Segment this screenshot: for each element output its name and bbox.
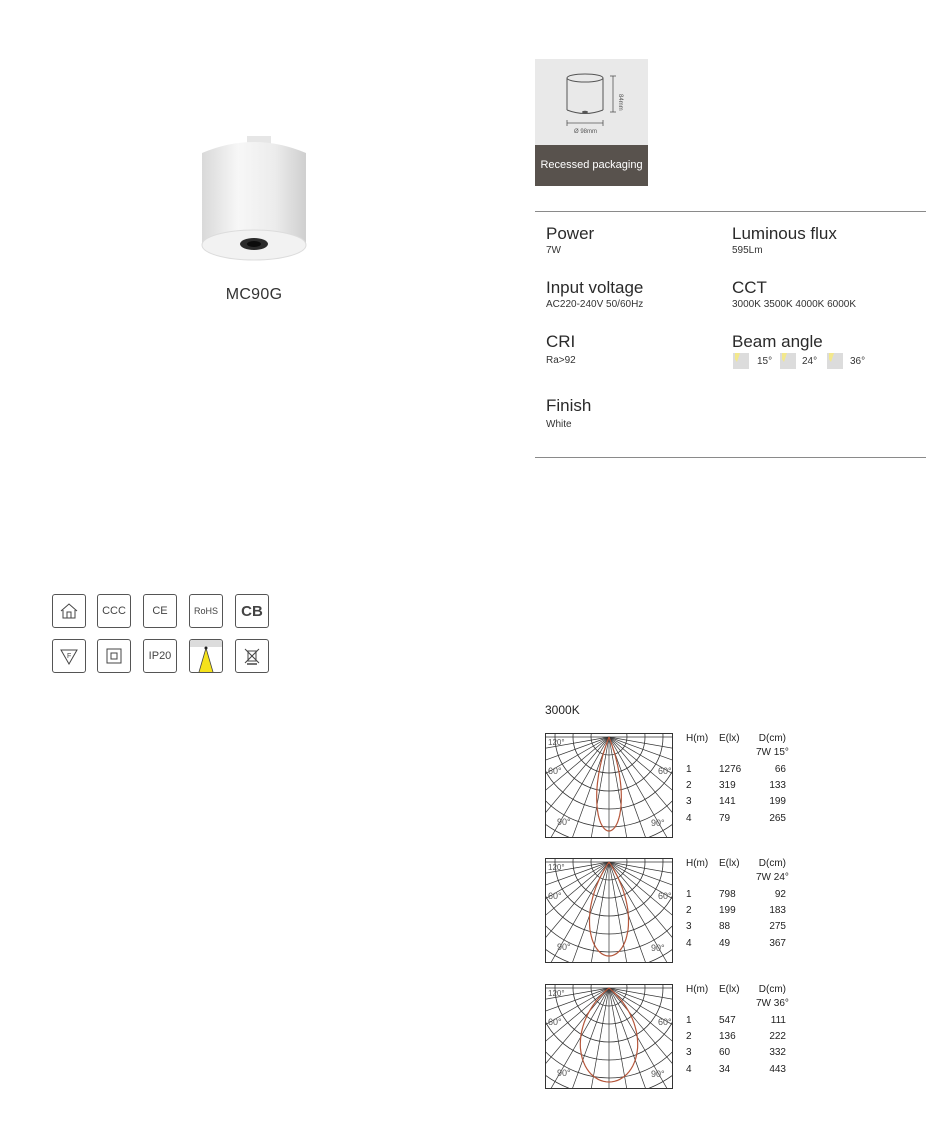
packaging-label: Recessed packaging xyxy=(535,145,648,186)
cell-e: 141 xyxy=(719,796,736,807)
col-d: D(cm) xyxy=(758,858,786,869)
product-name: MC90G xyxy=(225,286,283,303)
table-row xyxy=(686,1031,796,1045)
polar-label-120: 120° xyxy=(548,738,565,747)
cell-e: 319 xyxy=(719,780,736,791)
finish-label: Finish xyxy=(546,396,592,415)
polar-label-60-left: 60° xyxy=(548,766,562,776)
table-row xyxy=(686,905,796,919)
input-voltage-label: Input voltage xyxy=(546,278,644,297)
cell-d: 199 xyxy=(769,796,786,807)
table-row xyxy=(686,921,796,935)
cell-d: 183 xyxy=(769,905,786,916)
beam-angle-label: Beam angle xyxy=(732,332,823,351)
polar-label-60-right: 60° xyxy=(658,766,672,776)
table-sublabel: 7W 36° xyxy=(756,998,789,1009)
cell-e: 547 xyxy=(719,1015,736,1026)
polar-spoke xyxy=(609,862,673,890)
polar-label-60-right: 60° xyxy=(658,1017,672,1027)
polar-label-120: 120° xyxy=(548,989,565,998)
cell-e: 136 xyxy=(719,1031,736,1042)
cct-value: 3000K 3500K 4000K 6000K xyxy=(732,299,856,310)
cri-label: CRI xyxy=(546,332,576,351)
double-insulation-icon xyxy=(97,639,131,673)
cell-h: 1 xyxy=(686,764,692,775)
luminous-flux-label: Luminous flux xyxy=(732,224,837,243)
polar-label-90-right: 90° xyxy=(651,1069,665,1079)
cell-h: 2 xyxy=(686,1031,692,1042)
col-d: D(cm) xyxy=(758,984,786,995)
photometry-table-36 xyxy=(686,984,796,1079)
polar-label-120: 120° xyxy=(548,863,565,872)
col-e: E(lx) xyxy=(719,858,740,869)
cell-d: 92 xyxy=(774,889,786,900)
photometry-table-15 xyxy=(686,733,796,828)
beam-angle-options xyxy=(733,353,893,371)
packaging-height: 84mm xyxy=(617,94,623,111)
cri-value: Ra>92 xyxy=(546,355,576,366)
table-row xyxy=(686,1015,796,1029)
f-mark-icon xyxy=(52,639,86,673)
polar-spoke xyxy=(581,737,609,838)
polar-spoke xyxy=(609,737,673,765)
certifications xyxy=(52,594,272,676)
polar-spoke xyxy=(609,737,637,838)
luminous-flux-value: 595Lm xyxy=(732,245,763,256)
beam-light-icon xyxy=(189,639,223,673)
polar-label-90-left: 90° xyxy=(557,942,571,952)
beam-15-icon xyxy=(733,353,749,369)
cell-d: 111 xyxy=(770,1015,786,1026)
table-row xyxy=(686,1064,796,1078)
table-sublabel: 7W 24° xyxy=(756,872,789,883)
cell-d: 66 xyxy=(774,764,786,775)
photometry-cct: 3000K xyxy=(545,703,580,717)
polar-spoke xyxy=(609,988,673,1016)
product-photo xyxy=(195,133,313,268)
ip20-icon: IP20 xyxy=(143,639,177,673)
photometry-table-24 xyxy=(686,858,796,953)
packaging-width: Ø 98mm xyxy=(574,129,598,135)
cell-h: 1 xyxy=(686,1015,692,1026)
cell-e: 34 xyxy=(719,1064,731,1075)
cell-d: 443 xyxy=(769,1064,786,1075)
cell-e: 88 xyxy=(719,921,731,932)
polar-chart-24 xyxy=(545,858,673,963)
spec-bottom-divider xyxy=(535,457,926,458)
polar-chart-15 xyxy=(545,733,673,838)
spec-top-divider xyxy=(535,211,926,212)
col-e: E(lx) xyxy=(719,733,740,744)
polar-label-90-right: 90° xyxy=(651,943,665,953)
cell-h: 4 xyxy=(686,813,692,824)
cell-h: 3 xyxy=(686,796,692,807)
col-d: D(cm) xyxy=(758,733,786,744)
cell-d: 265 xyxy=(769,813,786,824)
cell-e: 798 xyxy=(719,889,736,900)
table-sublabel: 7W 15° xyxy=(756,747,789,758)
cell-e: 60 xyxy=(719,1047,731,1058)
weee-bin-icon xyxy=(235,639,269,673)
packaging-card xyxy=(535,59,648,186)
table-row xyxy=(686,938,796,952)
cell-d: 275 xyxy=(769,921,786,932)
polar-label-60-left: 60° xyxy=(548,891,562,901)
cell-h: 4 xyxy=(686,938,692,949)
cell-e: 1276 xyxy=(719,764,742,775)
finish-value: White xyxy=(546,419,572,430)
packaging-diagram xyxy=(535,59,648,145)
polar-label-60-left: 60° xyxy=(548,1017,562,1027)
cell-h: 2 xyxy=(686,905,692,916)
beam-15-label: 15° xyxy=(757,356,773,367)
rohs-icon: RoHS xyxy=(189,594,223,628)
table-row xyxy=(686,889,796,903)
cct-label: CCT xyxy=(732,278,767,297)
col-e: E(lx) xyxy=(719,984,740,995)
beam-36-icon xyxy=(827,353,843,369)
cell-h: 3 xyxy=(686,921,692,932)
polar-label-90-left: 90° xyxy=(557,1068,571,1078)
beam-24-label: 24° xyxy=(802,356,818,367)
cell-d: 222 xyxy=(769,1031,786,1042)
cb-icon: CB xyxy=(235,594,269,628)
cell-h: 2 xyxy=(686,780,692,791)
polar-label-90-right: 90° xyxy=(651,818,665,828)
col-h: H(m) xyxy=(686,733,709,744)
polar-label-60-right: 60° xyxy=(658,891,672,901)
cell-d: 133 xyxy=(769,780,786,791)
ccc-icon: CCC xyxy=(97,594,131,628)
cell-h: 4 xyxy=(686,1064,692,1075)
beam-36-label: 36° xyxy=(850,356,866,367)
power-value: 7W xyxy=(546,245,561,256)
polar-spoke xyxy=(581,862,609,963)
table-row xyxy=(686,796,796,810)
cell-h: 1 xyxy=(686,889,692,900)
beam-24-icon xyxy=(780,353,796,369)
cell-e: 79 xyxy=(719,813,731,824)
polar-chart-36 xyxy=(545,984,673,1089)
cell-e: 49 xyxy=(719,938,731,949)
f-mark-text: F xyxy=(67,653,72,660)
table-row xyxy=(686,764,796,778)
power-label: Power xyxy=(546,224,595,243)
table-row xyxy=(686,813,796,827)
col-h: H(m) xyxy=(686,984,709,995)
cell-d: 367 xyxy=(769,938,786,949)
input-voltage-value: AC220-240V 50/60Hz xyxy=(546,299,644,310)
cell-h: 3 xyxy=(686,1047,692,1058)
ce-icon: CE xyxy=(143,594,177,628)
col-h: H(m) xyxy=(686,858,709,869)
indoor-house-icon xyxy=(52,594,86,628)
polar-spoke xyxy=(609,862,637,963)
polar-label-90-left: 90° xyxy=(557,817,571,827)
cell-e: 199 xyxy=(719,905,736,916)
table-row xyxy=(686,780,796,794)
cell-d: 332 xyxy=(769,1047,786,1058)
table-row xyxy=(686,1047,796,1061)
